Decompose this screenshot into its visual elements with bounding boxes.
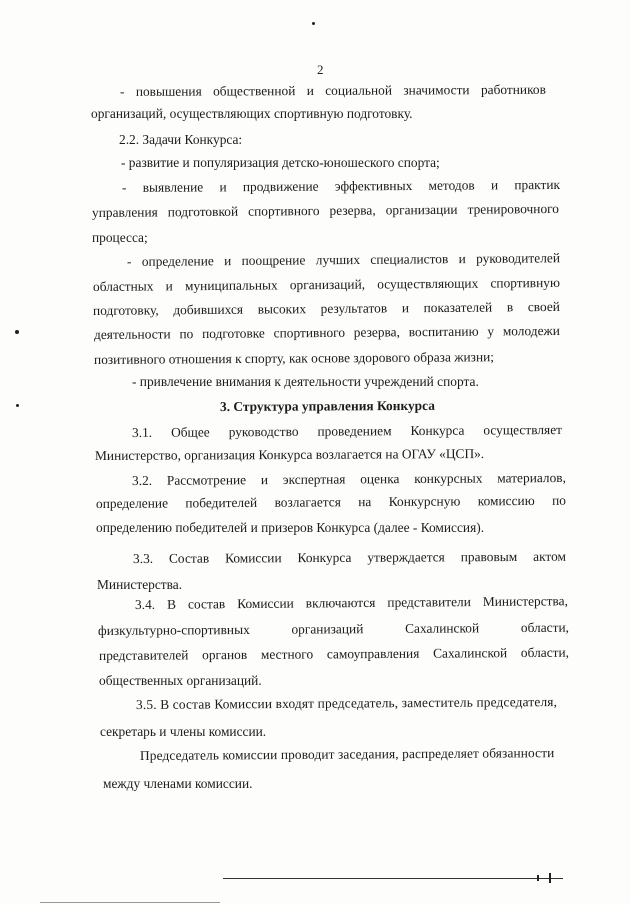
word: Комиссии: [237, 595, 294, 612]
text-line: 3.5. В состав Комиссии входят председатель, заместитель председателя,: [135, 694, 558, 712]
word: молодежи: [502, 322, 561, 339]
word: -: [126, 253, 132, 269]
text-line: [122, 177, 560, 196]
word: области,: [520, 644, 570, 661]
word: управления: [91, 204, 158, 220]
word: тренировочного: [467, 200, 560, 217]
text-line: общественных организаций.: [99, 673, 262, 688]
text-line: организаций, осуществляющих спортивную подготовку.: [91, 106, 413, 121]
word: подготовкой: [167, 203, 239, 220]
word: Министерства,: [482, 593, 568, 609]
text-line: секретарь и члены комиссии.: [100, 724, 267, 739]
word: -: [121, 179, 127, 195]
word: продвижение: [242, 178, 319, 195]
word: практик: [514, 176, 561, 193]
scan-speck: [537, 875, 539, 881]
text-line: процесса;: [92, 230, 148, 245]
footer-rule: [223, 878, 563, 879]
word: представителей: [98, 647, 189, 663]
word: комиссию: [477, 492, 535, 509]
word: -: [119, 83, 125, 99]
text-line: [94, 323, 560, 343]
word: оценка: [360, 471, 400, 487]
text-line: [92, 201, 559, 221]
word: и: [219, 179, 227, 195]
word: 3.4.: [134, 596, 156, 612]
text-line: [132, 422, 562, 441]
text-line: [96, 493, 566, 512]
word: и: [260, 472, 269, 488]
word: и: [165, 278, 173, 294]
text-line: Председатель комиссии проводит заседания, распределяет обязанности: [139, 745, 555, 763]
word: 3.3.: [132, 550, 154, 566]
scan-speck: [16, 404, 19, 407]
word: социальной: [325, 82, 393, 98]
word: Сахалинской: [432, 645, 508, 661]
word: осуществляет: [483, 421, 563, 438]
word: Рассмотрение: [166, 472, 247, 488]
text-line: [93, 299, 560, 319]
word: осуществляющих: [377, 275, 479, 292]
word: на: [358, 494, 372, 510]
word: высоких: [257, 301, 307, 317]
text-line: Министерство, организация Конкурса возлагается на ОГАУ «ЦСП».: [94, 445, 485, 463]
word: и: [490, 177, 499, 193]
text-line: [99, 645, 569, 664]
text-line: позитивного отношения к спорту, как основе здорового образа жизни;: [93, 349, 495, 367]
word: победителей: [185, 494, 258, 511]
word: Состав: [168, 550, 210, 566]
word: самоуправления: [326, 645, 420, 662]
word: области,: [520, 619, 570, 636]
word: показателей: [423, 299, 493, 316]
word: экспертная: [282, 471, 346, 487]
word: резерва,: [353, 324, 401, 340]
word: специалистов: [370, 251, 449, 267]
word: областных: [92, 278, 154, 294]
text-line: [93, 275, 560, 295]
word: муниципальных: [184, 277, 278, 294]
text-line: - развитие и популяризация детско-юношеского спорта;: [121, 155, 440, 170]
word: резерва,: [329, 202, 376, 218]
word: организаций: [291, 621, 364, 637]
footer-rule-faint: [40, 902, 220, 903]
word: деятельности: [93, 326, 171, 342]
word: материалов,: [497, 469, 566, 486]
word: организации: [385, 201, 458, 218]
word: возлагается: [274, 494, 341, 510]
word: определение: [141, 253, 214, 269]
word: Комиссии: [225, 550, 282, 566]
text-line: [120, 82, 546, 100]
word: состав: [187, 596, 226, 612]
word: и: [306, 82, 314, 99]
word: подготовку,: [92, 302, 159, 318]
word: организаций,: [289, 276, 366, 293]
word: 3.2.: [131, 472, 153, 488]
word: по: [179, 326, 194, 342]
word: местного: [260, 646, 314, 662]
word: Сахалинской: [404, 620, 480, 636]
section-subheading: 2.2. Задачи Конкурса:: [119, 132, 243, 147]
word: эффективных: [334, 177, 413, 194]
word: определение: [95, 495, 169, 511]
scan-speck: [15, 330, 19, 334]
word: представители: [387, 594, 471, 610]
word: Конкурса: [410, 422, 465, 439]
word: конкурсных: [414, 470, 483, 487]
word: спортивную: [490, 274, 561, 291]
text-line: [132, 470, 566, 489]
text-line: между членами комиссии.: [103, 776, 253, 791]
word: общественной: [213, 83, 296, 99]
word: методов: [428, 177, 475, 193]
word: актом: [533, 548, 567, 564]
word: спортивного: [273, 324, 346, 341]
word: включаются: [305, 594, 376, 611]
scan-speck: [312, 22, 315, 25]
text-line: [98, 620, 569, 639]
word: результатов: [320, 300, 388, 317]
word: правовым: [460, 548, 518, 565]
word: добившихся: [173, 301, 244, 318]
word: физкультурно-спортивных: [97, 621, 250, 638]
page-number: 2: [317, 62, 324, 77]
word: руководителей: [476, 250, 561, 266]
text-line: [133, 549, 566, 567]
word: 3.1.: [131, 424, 153, 440]
text-line: определению победителей и призеров Конкурса (далее - Комиссия).: [96, 520, 485, 535]
word: лучших: [315, 251, 361, 268]
word: воспитанию: [408, 323, 479, 340]
word: Общее: [170, 424, 210, 440]
word: повышения: [135, 83, 202, 99]
word: своей: [527, 298, 561, 315]
word: по: [551, 492, 566, 508]
word: и: [458, 251, 466, 267]
word: и: [224, 253, 232, 269]
word: спортивного: [248, 203, 320, 219]
word: органов: [202, 646, 248, 663]
word: руководство: [228, 423, 299, 440]
word: Конкурса: [297, 549, 352, 566]
word: работников: [480, 81, 546, 98]
word: выявление: [142, 179, 204, 195]
text-line: Министерства.: [97, 577, 183, 592]
text-line: - привлечение внимания к деятельности учреждений спорта.: [132, 374, 479, 389]
word: проведением: [317, 423, 392, 439]
word: и: [401, 300, 410, 316]
word: у: [487, 323, 495, 339]
word: утверждается: [367, 549, 445, 565]
scan-speck: [549, 873, 551, 883]
word: поощрение: [241, 252, 306, 268]
text-line: [135, 593, 568, 613]
section-heading: 3. Структура управления Конкурса: [219, 397, 435, 414]
word: подготовке: [202, 325, 265, 342]
text-line: [127, 250, 560, 270]
word: В: [167, 596, 177, 612]
word: в: [506, 299, 514, 315]
word: значимости: [403, 82, 470, 98]
word: Конкурсную: [388, 493, 461, 509]
